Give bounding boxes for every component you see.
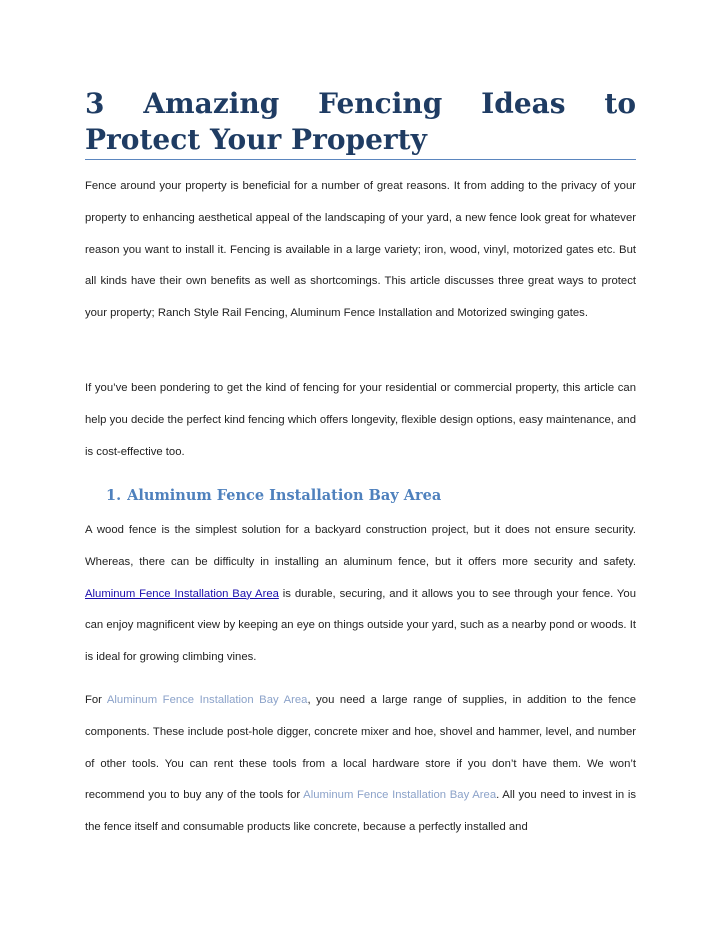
intro-paragraph: Fence around your property is beneficial for a number of great reasons. It from adding to the privacy of your property to enhancing aesthetical appeal of the landscaping of your yard, a new fence look great for whatever reason you want to install it. Fencing is available in a large variety; iron, wood, vinyl, motorized gates etc. But all kinds have their own benefits as well as shortcomings. This article discusses three great ways to protect your property; Ranch Style Rail Fencing, Aluminum Fence Installation and Motorized swinging gates. — [85, 180, 636, 320]
page-title: 3 Amazing Fencing Ideas to Protect Your Property — [85, 87, 636, 156]
title-divider — [85, 159, 636, 160]
keyword-highlight: Aluminum Fence Installation Bay Area — [303, 789, 497, 802]
section-number: 1. — [106, 487, 122, 504]
section-heading — [106, 486, 441, 506]
section-paragraph-2-text-b: , you need a large range of supplies, in addition to the fence components. These include post-hole digger, concrete mixer and hoe, shovel and hammer, level, and number of other tools. You can rent these tools from a local hardware store if you don’t have them. We won’t recommend you to buy any of the tools for — [85, 694, 637, 802]
second-paragraph: If you’ve been pondering to get the kind of fencing for your residential or commercial property, this article can help you decide the perfect kind fencing which offers longevity, flexible design options, easy maintenance, and is cost-effective too. — [85, 382, 636, 458]
section-paragraph-1-text-a: A wood fence is the simplest solution for a backyard construction project, but it does not ensure security. Whereas, there can be difficulty in installing an aluminum fence, but it offers more security and safety. — [85, 524, 636, 568]
section-paragraph-1 — [85, 515, 636, 674]
section-paragraph-2-text-a: For — [85, 694, 107, 706]
section-heading-text: Aluminum Fence Installation Bay Area — [127, 487, 442, 504]
section-paragraph-2 — [85, 685, 636, 844]
aluminum-fence-link[interactable]: Aluminum Fence Installation Bay Area — [85, 587, 279, 600]
keyword-highlight: Aluminum Fence Installation Bay Area — [106, 694, 308, 706]
section-paragraph-2-text-c: . All you need to invest in is the fence itself and consumable products like concrete, because a perfectly installed and — [85, 789, 636, 834]
section-paragraph-1-text-b: is durable, securing, and it allows you to see through your fence. You can enjoy magnificent view by keeping an eye on things outside your yard, such as a nearby pond or woods. It is ideal for growing climbing vines. — [85, 587, 636, 664]
